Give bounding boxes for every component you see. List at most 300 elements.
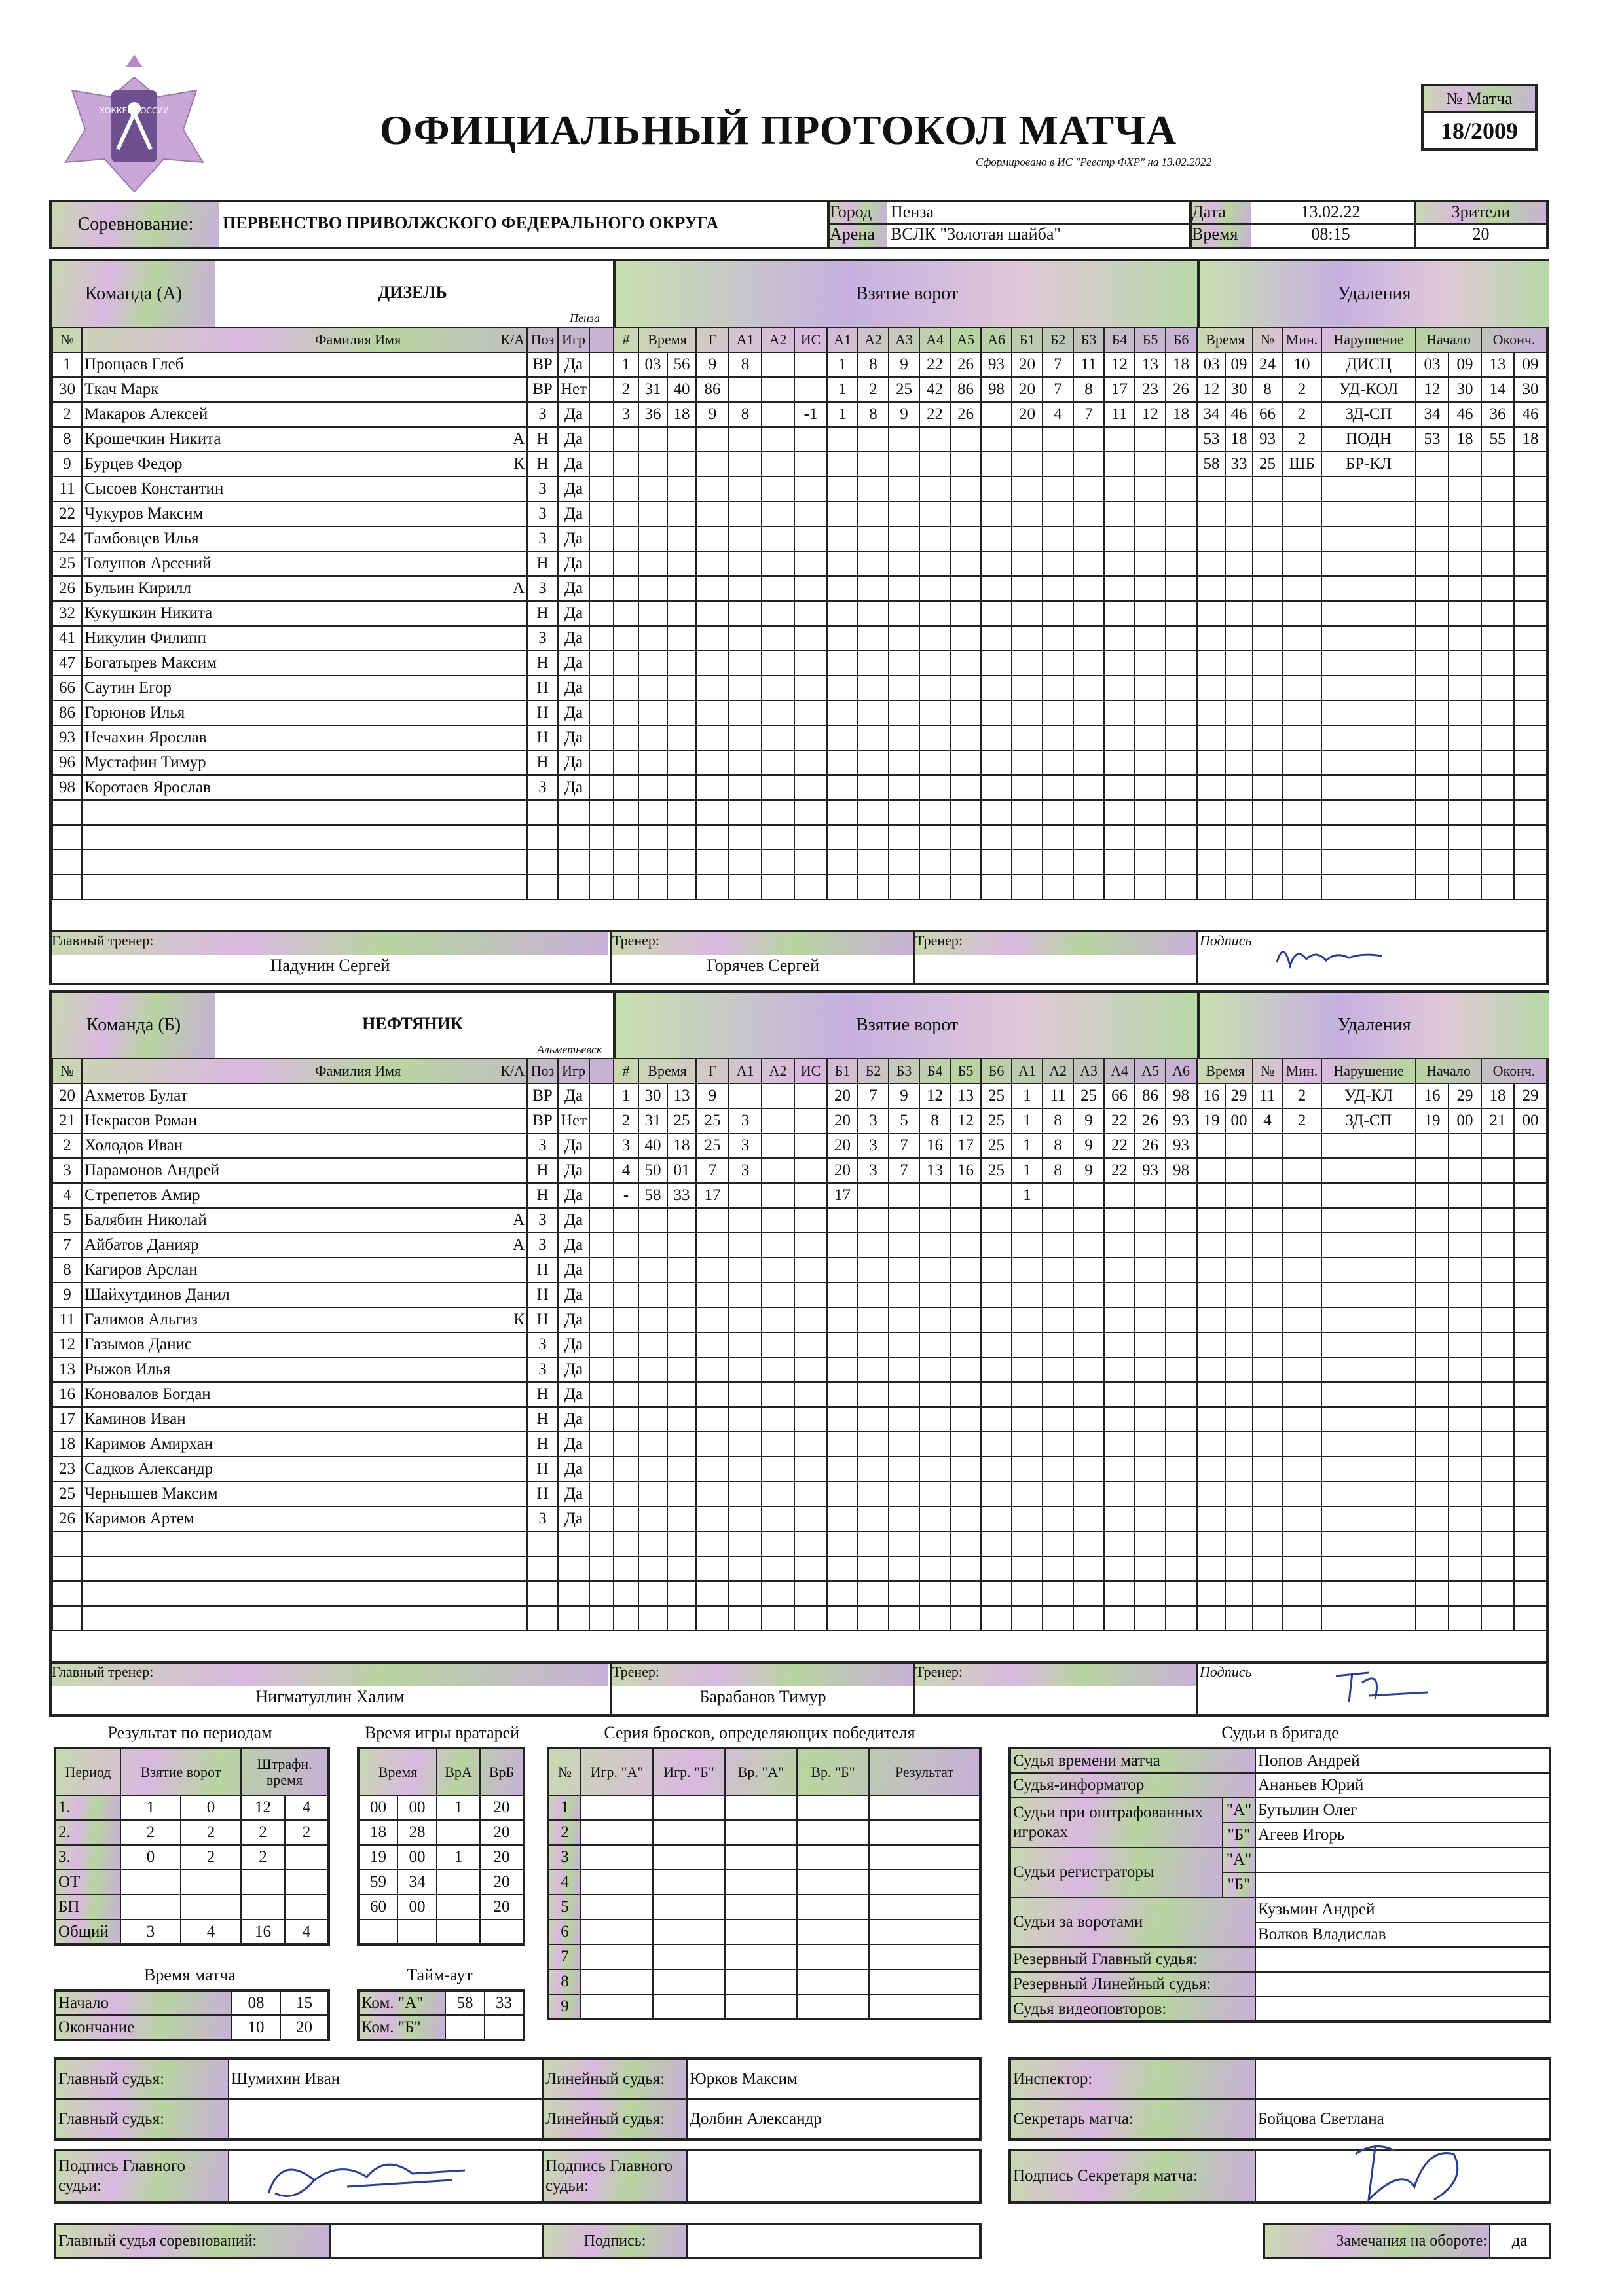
onice-cell <box>1043 501 1073 526</box>
player-name <box>82 1108 527 1133</box>
penalty-cell <box>1416 651 1449 676</box>
goal-row <box>614 402 1196 427</box>
goal-cell <box>762 1556 794 1581</box>
player-name <box>82 725 527 750</box>
penalty-cell <box>1225 1531 1253 1556</box>
onice-cell <box>1166 452 1196 477</box>
onice-cell: 8 <box>858 402 889 427</box>
onice-cell: 3 <box>858 1158 889 1183</box>
penalty-cell <box>1416 576 1449 601</box>
goalie-cell: 60 <box>358 1895 397 1920</box>
penalty-cell <box>1282 1407 1321 1432</box>
penalty-cell <box>1282 1283 1321 1307</box>
player-row <box>52 1208 614 1233</box>
onice-cell <box>950 427 981 452</box>
period-cell <box>181 1895 241 1920</box>
off-informer: Ананьев Юрий <box>1255 1773 1550 1798</box>
onice-cell <box>1012 1332 1043 1357</box>
penalty-cell <box>1481 651 1514 676</box>
player-name <box>82 875 527 900</box>
off-tag-b: "Б" <box>1223 1823 1255 1848</box>
onice-cell <box>1012 676 1043 701</box>
goal-cell <box>696 452 729 477</box>
onice-cell <box>950 1332 981 1357</box>
goal-cell <box>762 850 794 875</box>
penalty-cell <box>1449 1158 1481 1183</box>
onice-cell <box>950 875 981 900</box>
onice-cell: 26 <box>950 402 981 427</box>
penalty-cell <box>1514 1581 1547 1606</box>
player-row <box>52 501 614 526</box>
onice-cell <box>1166 526 1196 551</box>
pen-h-viol: Нарушение <box>1321 327 1416 352</box>
so-h-va: Вр. "А" <box>725 1748 797 1795</box>
goal-cell <box>696 427 729 452</box>
onice-cell: 17 <box>1104 377 1135 402</box>
onice-cell <box>1166 626 1196 651</box>
remarks-label: Замечания на обороте: <box>1264 2224 1490 2258</box>
onice-cell <box>1012 1457 1043 1482</box>
goal-row <box>614 1133 1196 1158</box>
onice-cell: 7 <box>1073 402 1104 427</box>
goal-cell <box>729 676 762 701</box>
onice-cell <box>1166 725 1196 750</box>
onice-cell <box>1166 651 1196 676</box>
penalty-cell <box>1198 1482 1225 1506</box>
ref-main-label: Главный судья: <box>55 2058 229 2099</box>
shootout-cell <box>725 1969 797 1994</box>
goal-cell <box>614 501 638 526</box>
goal-cell: 36 <box>638 402 667 427</box>
onice-cell <box>827 551 858 576</box>
player-play: Да <box>558 1357 589 1382</box>
goal-cell <box>696 676 729 701</box>
penalty-cell <box>1514 1606 1547 1631</box>
penalty-cell: 21 <box>1481 1108 1514 1133</box>
penalty-cell <box>1416 850 1449 875</box>
player-name-text: Кагиров Арслан <box>84 1261 198 1279</box>
onice-cell <box>1104 576 1135 601</box>
hdr-empty <box>589 1059 614 1084</box>
hockey-russia-logo <box>52 51 216 208</box>
penalty-cell <box>1481 825 1514 850</box>
penalty-cell: 46 <box>1225 402 1253 427</box>
penalty-cell: 18 <box>1514 427 1547 452</box>
penalty-cell <box>1253 1158 1282 1183</box>
onice-cell <box>889 1531 919 1556</box>
onice-cell <box>889 750 919 775</box>
sign-main-label: Подпись Главного судьи: <box>55 2150 229 2202</box>
penalty-cell <box>1481 576 1514 601</box>
onice-cell <box>889 477 919 501</box>
penalty-cell <box>1282 1531 1321 1556</box>
onice-cell <box>858 551 889 576</box>
onice-cell <box>858 1556 889 1581</box>
penalty-cell <box>1321 1158 1416 1183</box>
onice-cell <box>981 626 1012 651</box>
penalty-cell: 46 <box>1514 402 1547 427</box>
goal-cell <box>638 1556 667 1581</box>
onice-cell <box>889 1382 919 1407</box>
penalty-cell <box>1416 1332 1449 1357</box>
player-number: 25 <box>52 551 82 576</box>
penalty-row <box>1198 1556 1547 1581</box>
penalty-cell <box>1198 1233 1225 1258</box>
penalty-cell <box>1416 601 1449 626</box>
goal-cell <box>794 825 827 850</box>
onice-cell <box>889 1407 919 1432</box>
secretary-value: Бойцова Светлана <box>1255 2099 1550 2140</box>
goal-cell: 56 <box>667 352 696 377</box>
player-extra <box>589 626 614 651</box>
penalty-cell: 09 <box>1225 352 1253 377</box>
match-time-table <box>54 1989 330 2041</box>
penalty-cell <box>1481 526 1514 551</box>
goal-cell <box>614 477 638 501</box>
goal-cell <box>614 1283 638 1307</box>
onice-cell <box>1135 1332 1166 1357</box>
player-row <box>52 1084 614 1108</box>
penalty-cell <box>1282 1332 1321 1357</box>
player-extra <box>589 1307 614 1332</box>
date-label: Дата <box>1192 202 1251 223</box>
player-number: 17 <box>52 1407 82 1432</box>
penalty-cell <box>1225 1332 1253 1357</box>
period-cell: 2 <box>181 1820 241 1845</box>
penalty-cell <box>1282 551 1321 576</box>
onice-cell <box>889 452 919 477</box>
onice-cell: 20 <box>827 1133 858 1158</box>
pen-h-time: Время <box>1198 327 1253 352</box>
so-h-ib: Игр. "Б" <box>653 1748 725 1795</box>
player-extra <box>589 1407 614 1432</box>
player-pos: З <box>527 501 558 526</box>
onice-cell: 22 <box>1104 1108 1135 1133</box>
penalty-cell: 2 <box>1282 1084 1321 1108</box>
goal-cell <box>762 1407 794 1432</box>
onice-cell <box>1135 1407 1166 1432</box>
goal-row <box>614 601 1196 626</box>
goal-row <box>614 626 1196 651</box>
onice-cell <box>858 1482 889 1506</box>
player-row <box>52 875 614 900</box>
onice-cell <box>1135 1183 1166 1208</box>
onice-cell <box>1166 750 1196 775</box>
onice-cell <box>919 1382 950 1407</box>
penalty-cell <box>1225 775 1253 800</box>
period-cell <box>120 1870 181 1895</box>
period-cell: 0 <box>120 1845 181 1870</box>
penalty-cell <box>1321 526 1416 551</box>
goal-cell <box>729 1457 762 1482</box>
onice-cell <box>1043 1482 1073 1506</box>
goal-cell <box>696 1457 729 1482</box>
period-cell: 16 <box>241 1920 285 1944</box>
onice-cell <box>950 551 981 576</box>
onice-cell <box>950 626 981 651</box>
goal-h-col: Б6 <box>1166 327 1196 352</box>
goal-cell <box>638 1382 667 1407</box>
shootout-cell <box>581 1870 653 1895</box>
penalty-cell <box>1416 1531 1449 1556</box>
player-ka: К <box>513 455 525 473</box>
penalty-cell <box>1449 1482 1481 1506</box>
penalty-cell <box>1481 1283 1514 1307</box>
onice-cell <box>889 576 919 601</box>
player-name-text: Некрасов Роман <box>84 1112 197 1129</box>
city-value: Пенза <box>891 202 934 221</box>
player-number: 5 <box>52 1208 82 1233</box>
goal-cell <box>794 651 827 676</box>
match-number-label: № Матча <box>1424 86 1535 113</box>
goal-cell <box>762 551 794 576</box>
player-extra <box>589 1506 614 1531</box>
player-name-text: Коновалов Богдан <box>84 1385 211 1403</box>
goal-cell <box>667 601 696 626</box>
onice-cell <box>1104 477 1135 501</box>
player-name-text: Ткач Марк <box>84 380 159 398</box>
goal-cell <box>762 1382 794 1407</box>
penalty-cell <box>1225 850 1253 875</box>
onice-cell <box>981 1183 1012 1208</box>
shootout-row <box>548 1994 980 2019</box>
penalty-cell <box>1321 1233 1416 1258</box>
player-name <box>82 1084 527 1108</box>
penalty-cell <box>1449 850 1481 875</box>
penalty-row <box>1198 1258 1547 1283</box>
onice-cell <box>981 850 1012 875</box>
goal-cell <box>667 1407 696 1432</box>
off-goal-1: Кузьмин Андрей <box>1255 1897 1550 1922</box>
player-name <box>82 651 527 676</box>
goal-cell <box>638 1332 667 1357</box>
goal-row <box>614 875 1196 900</box>
penalty-row <box>1198 1307 1547 1332</box>
player-pos: Н <box>527 551 558 576</box>
player-number: 26 <box>52 576 82 601</box>
penalty-cell <box>1514 1482 1547 1506</box>
goalie-cell <box>437 1820 480 1845</box>
player-name <box>82 501 527 526</box>
goal-row <box>614 551 1196 576</box>
penalty-cell: 12 <box>1198 377 1225 402</box>
team-b-head-coach-label: Главный тренер: <box>52 1664 608 1686</box>
penalty-row <box>1198 701 1547 725</box>
penalty-cell <box>1481 1606 1514 1631</box>
penalty-cell <box>1253 626 1282 651</box>
player-row <box>52 626 614 651</box>
competition-label: Соревнование: <box>52 202 219 247</box>
onice-cell <box>1073 1183 1104 1208</box>
goal-cell <box>614 1382 638 1407</box>
goal-cell <box>667 1208 696 1233</box>
onice-cell <box>919 775 950 800</box>
goal-cell <box>762 1606 794 1631</box>
player-extra <box>589 1357 614 1382</box>
player-row <box>52 1407 614 1432</box>
match-end-h: 10 <box>232 2015 280 2040</box>
penalty-cell <box>1321 775 1416 800</box>
period-row <box>55 1895 329 1920</box>
onice-cell <box>1043 1382 1073 1407</box>
player-name-text: Галимов Альгиз <box>84 1311 198 1328</box>
player-number: 66 <box>52 676 82 701</box>
player-pos: Н <box>527 1432 558 1457</box>
onice-cell <box>858 1432 889 1457</box>
onice-cell <box>1012 1531 1043 1556</box>
onice-cell <box>950 1258 981 1283</box>
goal-cell <box>762 1432 794 1457</box>
goal-cell <box>638 850 667 875</box>
penalty-cell <box>1198 526 1225 551</box>
penalty-cell <box>1253 1531 1282 1556</box>
player-name <box>82 1457 527 1482</box>
goal-cell <box>794 377 827 402</box>
penalty-cell <box>1282 1357 1321 1382</box>
player-extra <box>589 402 614 427</box>
goal-cell <box>794 1382 827 1407</box>
onice-cell: 20 <box>1012 402 1043 427</box>
penalty-cell <box>1282 775 1321 800</box>
onice-cell <box>827 1432 858 1457</box>
period-cell: 2 <box>285 1820 329 1845</box>
onice-cell <box>827 576 858 601</box>
goal-cell <box>794 1158 827 1183</box>
goal-cell <box>729 526 762 551</box>
shootout-cell <box>869 1895 980 1920</box>
penalty-cell <box>1225 825 1253 850</box>
shootout-cell <box>869 1845 980 1870</box>
onice-cell <box>1073 526 1104 551</box>
onice-cell <box>1166 1581 1196 1606</box>
player-play: Да <box>558 1233 589 1258</box>
shootout-cell <box>725 1870 797 1895</box>
penalty-cell <box>1416 676 1449 701</box>
period-cell: 12 <box>241 1795 285 1820</box>
team-a-head-coach: Падунин Сергей <box>270 956 390 975</box>
onice-cell <box>1073 1531 1104 1556</box>
team-a-goals-header: Взятие ворот <box>613 261 1198 327</box>
penalty-cell <box>1225 1407 1253 1432</box>
penalty-cell <box>1253 676 1282 701</box>
player-name-text: Балябин Николай <box>84 1211 207 1229</box>
player-play: Да <box>558 1283 589 1307</box>
penalty-cell <box>1321 676 1416 701</box>
penalty-cell <box>1449 477 1481 501</box>
penalty-cell <box>1225 1382 1253 1407</box>
penalty-cell: 18 <box>1225 427 1253 452</box>
onice-cell <box>919 725 950 750</box>
goal-cell <box>762 1283 794 1307</box>
penalty-cell <box>1282 626 1321 651</box>
onice-cell <box>1166 501 1196 526</box>
onice-cell <box>1135 825 1166 850</box>
goal-cell <box>794 427 827 452</box>
onice-cell <box>981 1506 1012 1531</box>
penalty-cell <box>1282 1556 1321 1581</box>
penalty-cell <box>1416 1506 1449 1531</box>
shootout-cell <box>797 1895 869 1920</box>
onice-cell <box>858 875 889 900</box>
penalty-cell: 30 <box>1225 377 1253 402</box>
shootout-no: 5 <box>548 1895 581 1920</box>
penalty-cell <box>1321 850 1416 875</box>
player-name <box>82 1158 527 1183</box>
player-row <box>52 427 614 452</box>
penalty-row <box>1198 1357 1547 1382</box>
secretary-signature <box>1336 2128 1486 2219</box>
penalty-cell <box>1198 626 1225 651</box>
shootout-cell <box>725 1920 797 1944</box>
onice-cell <box>981 526 1012 551</box>
period-cell <box>181 1870 241 1895</box>
goal-h-col: Г <box>696 1059 729 1084</box>
player-pos <box>527 850 558 875</box>
penalty-cell: 4 <box>1253 1108 1282 1133</box>
penalty-cell: ШБ <box>1282 452 1321 477</box>
onice-cell <box>1135 1357 1166 1382</box>
penalty-cell: 19 <box>1198 1108 1225 1133</box>
player-name <box>82 352 527 377</box>
onice-cell <box>1012 775 1043 800</box>
penalty-cell: 29 <box>1225 1084 1253 1108</box>
goal-row <box>614 1432 1196 1457</box>
goal-cell <box>729 1506 762 1531</box>
onice-cell <box>981 1233 1012 1258</box>
player-pos: Н <box>527 651 558 676</box>
goal-cell <box>614 1506 638 1531</box>
penalty-cell: 66 <box>1253 402 1282 427</box>
onice-cell <box>827 725 858 750</box>
player-number: 26 <box>52 1506 82 1531</box>
goal-cell <box>638 1233 667 1258</box>
goal-cell <box>667 477 696 501</box>
so-h-ia: Игр. "А" <box>581 1748 653 1795</box>
goal-cell <box>762 626 794 651</box>
player-row <box>52 1581 614 1606</box>
onice-cell <box>889 676 919 701</box>
onice-cell <box>1012 601 1043 626</box>
onice-cell: 16 <box>919 1133 950 1158</box>
onice-cell <box>950 1382 981 1407</box>
onice-cell: 93 <box>1166 1133 1196 1158</box>
onice-cell: 9 <box>889 402 919 427</box>
penalty-cell <box>1198 1208 1225 1233</box>
onice-cell: 20 <box>1012 352 1043 377</box>
periods-table <box>54 1747 330 1946</box>
player-extra <box>589 1332 614 1357</box>
penalty-cell <box>1253 501 1282 526</box>
onice-cell <box>858 676 889 701</box>
penalty-cell: 8 <box>1253 377 1282 402</box>
player-extra <box>589 526 614 551</box>
penalty-cell <box>1225 626 1253 651</box>
penalty-cell <box>1198 1531 1225 1556</box>
goalie-cell: 59 <box>358 1870 397 1895</box>
goal-cell <box>794 1581 827 1606</box>
onice-cell <box>1135 1482 1166 1506</box>
player-extra <box>589 1382 614 1407</box>
goal-h-col: Б5 <box>1135 327 1166 352</box>
goal-cell <box>667 1457 696 1482</box>
onice-cell <box>1135 452 1166 477</box>
penalty-cell: 53 <box>1198 427 1225 452</box>
onice-cell <box>1166 1258 1196 1283</box>
onice-cell <box>1104 850 1135 875</box>
player-extra <box>589 1233 614 1258</box>
goal-row <box>614 1382 1196 1407</box>
goal-h-col: А1 <box>827 327 858 352</box>
